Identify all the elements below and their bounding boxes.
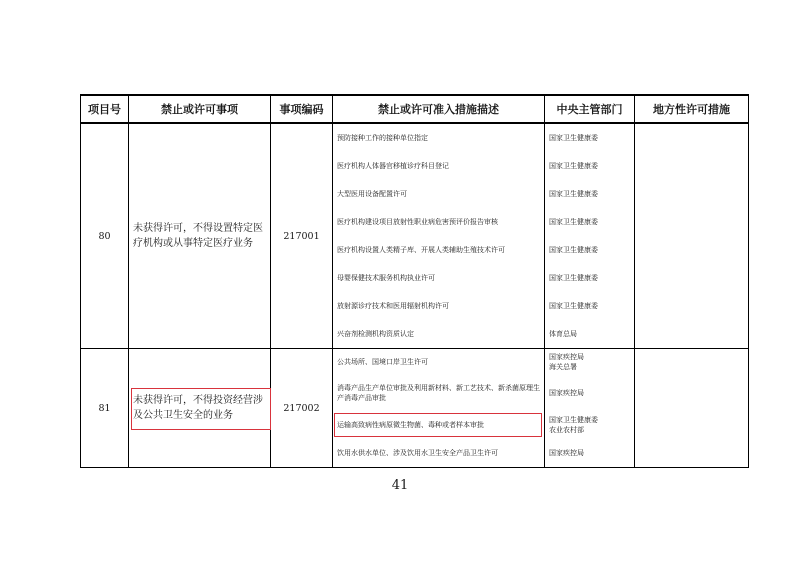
measure-item: 医疗机构建设项目放射性职业病危害预评价报告审核 xyxy=(337,218,498,226)
row-item xyxy=(129,349,271,468)
department-line: 国家疾控局 xyxy=(549,353,584,361)
measures-cell xyxy=(333,349,545,468)
department-item: 国家卫生健康委 xyxy=(549,274,598,282)
header-measures: 禁止或许可准入措施描述 xyxy=(333,95,545,123)
department-item xyxy=(545,349,634,375)
row-item-text: 未获得许可，不得投资经营涉及公共卫生安全的业务 xyxy=(133,395,263,421)
header-item: 禁止或许可事项 xyxy=(129,95,271,123)
measure-item: 医疗机构设置人类精子库、开展人类辅助生殖技术许可 xyxy=(337,246,505,254)
page-number: 41 xyxy=(391,478,409,493)
department-item: 国家疾控局 xyxy=(549,449,584,457)
department-item: 国家卫生健康委 xyxy=(549,134,598,142)
header-department: 中央主管部门 xyxy=(545,95,635,123)
department-item: 国家卫生健康委 xyxy=(549,190,598,198)
department-cell xyxy=(545,123,635,349)
measure-item: 预防接种工作的接种单位指定 xyxy=(337,134,428,142)
header-code: 事项编码 xyxy=(271,95,333,123)
department-line: 海关总署 xyxy=(549,363,577,371)
measure-item: 医疗机构人体器官移植诊疗科目登记 xyxy=(337,162,449,170)
header-local-measures: 地方性许可措施 xyxy=(635,95,749,123)
header-row xyxy=(81,95,749,123)
table-row-81 xyxy=(81,349,749,468)
department-cell xyxy=(545,349,635,468)
department-item: 国家疾控局 xyxy=(549,389,584,397)
measure-item: 放射源诊疗技术和医用辐射机构许可 xyxy=(337,302,449,310)
department-item: 国家卫生健康委 xyxy=(549,162,598,170)
department-item: 国家卫生健康委 xyxy=(549,246,598,254)
measure-item: 消毒产品生产单位审批及利用新材料、新工艺技术、新杀菌原理生产消毒产品审批 xyxy=(337,384,540,402)
department-item: 体育总局 xyxy=(549,330,577,338)
measure-item-text: 运输高致病性病原微生物菌、毒种或者样本审批 xyxy=(337,421,484,429)
permit-table xyxy=(80,94,749,468)
measure-item: 母婴保健技术服务机构执业许可 xyxy=(337,274,435,282)
measure-item-highlighted xyxy=(333,411,544,439)
measure-item: 兴奋剂检测机构资质认定 xyxy=(337,330,414,338)
row-code: 217002 xyxy=(271,349,333,468)
department-item xyxy=(545,411,634,439)
measures-cell xyxy=(333,123,545,349)
row-number: 80 xyxy=(81,123,129,349)
measure-item: 大型医用设备配置许可 xyxy=(337,190,407,198)
row-item: 未获得许可，不得设置特定医疗机构或从事特定医疗业务 xyxy=(129,123,271,349)
local-measures-cell xyxy=(635,349,749,468)
department-line: 农业农村部 xyxy=(549,426,584,434)
measure-item: 饮用水供水单位、涉及饮用水卫生安全产品卫生许可 xyxy=(337,449,498,457)
local-measures-cell xyxy=(635,123,749,349)
department-item: 国家卫生健康委 xyxy=(549,302,598,310)
header-number: 项目号 xyxy=(81,95,129,123)
row-code: 217001 xyxy=(271,123,333,349)
table-row-80 xyxy=(81,123,749,349)
row-number: 81 xyxy=(81,349,129,468)
department-line: 国家卫生健康委 xyxy=(549,416,598,424)
department-item: 国家卫生健康委 xyxy=(549,218,598,226)
measure-item: 公共场所、国境口岸卫生许可 xyxy=(337,358,428,366)
